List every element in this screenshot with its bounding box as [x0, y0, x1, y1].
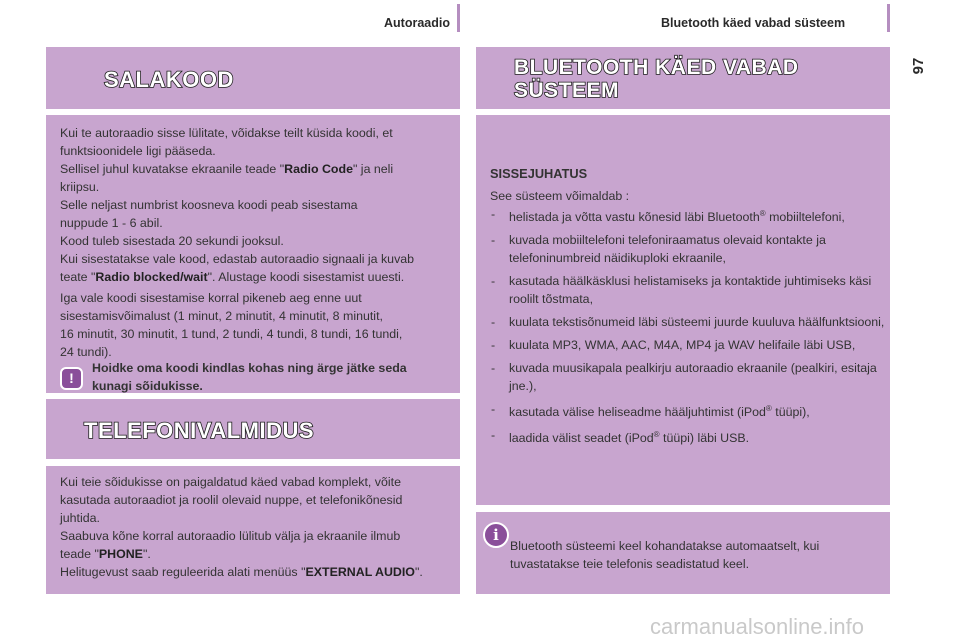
- info-text: [510, 537, 880, 573]
- feature-list-item: - kuvada muusikapala pealkirju autoraadio ekraanile (pealkiri, esitaja jne.),: [490, 359, 886, 395]
- warning-icon: !: [60, 367, 83, 390]
- telefon-line: Kui teie sõidukisse on paigaldatud käed vabad komplekt, võite: [60, 475, 401, 489]
- feature-list-item: - helistada ja võtta vastu kõnesid läbi Bluetooth® mobiiltelefoni,: [490, 205, 886, 226]
- section-heading: SISSEJUHATUS: [490, 166, 588, 181]
- salakood-line: Kui sisestatakse vale kood, edastab autoraadio signaali ja kuvab: [60, 252, 415, 266]
- feature-list-wrap: [490, 205, 886, 452]
- salakood-line: funktsioonidele ligi pääseda.: [60, 144, 216, 158]
- salakood-content-box: [46, 115, 460, 393]
- salakood-line: Sellisel juhul kuvatakse ekraanile teade "Radio Code" ja neli: [60, 162, 394, 176]
- salakood-line: 16 minutit, 30 minutit, 1 tund, 2 tundi, 4 tundi, 8 tundi, 16 tundi,: [60, 327, 403, 341]
- header-divider-left: [457, 4, 460, 32]
- telefon-content-box: [46, 466, 460, 594]
- salakood-line: Selle neljast numbrist koosneva koodi peab sisestama: [60, 198, 358, 212]
- header-section-left: Autoraadio: [384, 16, 450, 30]
- telefon-line: juhtida.: [60, 511, 100, 525]
- phone-text: PHONE: [98, 547, 143, 561]
- salakood-title: SALAKOOD: [104, 67, 234, 92]
- info-line: tuvastatakse teie telefonis seadistatud keel.: [510, 557, 750, 571]
- bluetooth-title-box: [476, 47, 890, 109]
- bluetooth-title-line-2: SÜSTEEM: [514, 79, 620, 102]
- intro-text: See süsteem võimaldab :: [490, 189, 630, 203]
- info-box: [476, 512, 890, 594]
- bluetooth-content-box: [476, 115, 890, 505]
- info-line: Bluetooth süsteemi keel kohandatakse automaatselt, kui: [510, 539, 820, 553]
- salakood-line: Kood tuleb sisestada 20 sekundi jooksul.: [60, 234, 284, 248]
- bluetooth-title-line-1: BLUETOOTH KÄED VABAD: [514, 56, 799, 79]
- warning-line: Hoidke oma koodi kindlas kohas ning ärge jätke seda: [92, 361, 407, 375]
- radio-blocked-text: Radio blocked/wait: [95, 270, 208, 284]
- salakood-paragraph-2: [60, 289, 456, 361]
- salakood-line: Iga vale koodi sisestamise korral pikeneb aeg enne uut: [60, 291, 362, 305]
- external-audio-text: EXTERNAL AUDIO: [305, 565, 415, 579]
- salakood-warning: [92, 359, 452, 395]
- warning-line: kunagi sõidukisse.: [92, 379, 203, 393]
- salakood-paragraph-1: [60, 124, 456, 286]
- salakood-line: 24 tundi).: [60, 345, 112, 359]
- watermark: carmanualsonline.info: [650, 614, 865, 639]
- telefon-line: Helitugevust saab reguleerida alati menüüs "EXTERNAL AUDIO".: [60, 565, 423, 579]
- telefon-title: TELEFONIVALMIDUS: [84, 418, 315, 443]
- telefon-line: teade "PHONE".: [60, 547, 151, 561]
- feature-list-item: - kasutada häälkäsklusi helistamiseks ja kontaktide juhtimiseks käsi roolilt tõstmata,: [490, 272, 886, 308]
- salakood-title-box: [46, 47, 460, 109]
- feature-list: [490, 205, 886, 447]
- page-number: 97: [910, 57, 927, 75]
- salakood-line: Kui te autoraadio sisse lülitate, võidakse teilt küsida koodi, et: [60, 126, 393, 140]
- info-icon: i: [483, 522, 509, 548]
- telefon-paragraph: [60, 473, 456, 581]
- salakood-line: teate "Radio blocked/wait". Alustage koodi sisestamist uuesti.: [60, 270, 405, 284]
- header-section-right: Bluetooth käed vabad süsteem: [661, 16, 846, 30]
- radio-code-text: Radio Code: [284, 162, 353, 176]
- telefon-title-box: [46, 399, 460, 459]
- feature-list-item: - kasutada välise heliseadme hääljuhtimist (iPod® tüüpi),: [490, 400, 886, 421]
- feature-list-item: - kuvada mobiiltelefoni telefoniraamatus olevaid kontakte ja telefoninumbreid näidikuploki ekraanile,: [490, 231, 886, 267]
- salakood-line: kriipsu.: [60, 180, 100, 194]
- salakood-line: sisestamisvõimalust (1 minut, 2 minutit, 4 minutit, 8 minutit,: [60, 309, 383, 323]
- feature-list-item: - kuulata MP3, WMA, AAC, M4A, MP4 ja WAV helifaile läbi USB,: [490, 336, 886, 354]
- telefon-line: kasutada autoraadiot ja roolil olevaid nuppe, et telefonikõnesid: [60, 493, 403, 507]
- telefon-line: Saabuva kõne korral autoraadio lülitub välja ja ekraanile ilmub: [60, 529, 401, 543]
- feature-list-item: - kuulata tekstisõnumeid läbi süsteemi juurde kuuluva häälfunktsiooni,: [490, 313, 886, 331]
- feature-list-item: - laadida välist seadet (iPod® tüüpi) läbi USB.: [490, 426, 886, 447]
- header-divider-right: [887, 4, 890, 32]
- salakood-line: nuppude 1 - 6 abil.: [60, 216, 163, 230]
